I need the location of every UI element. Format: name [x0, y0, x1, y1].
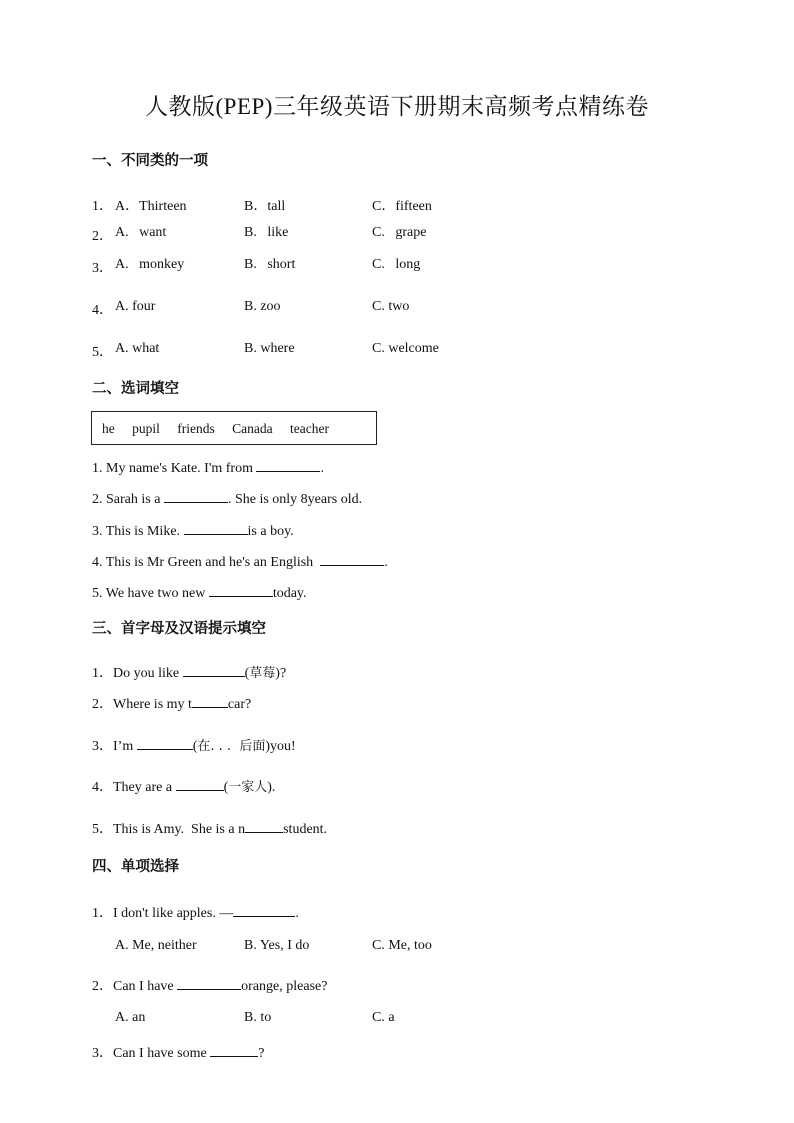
option-a[interactable]: A. an — [115, 1010, 146, 1025]
question-2-5: 5. We have two new today. — [92, 586, 307, 601]
question-2-4: 4. This is Mr Green and he's an English . — [92, 555, 388, 570]
chinese-hint: 在. . . 后面 — [197, 739, 266, 754]
option-a: A．Thirteen — [115, 199, 187, 214]
section-heading-1: 一、不同类的一项 — [92, 153, 208, 169]
answer-blank[interactable] — [177, 977, 241, 990]
question-number: 4． — [92, 303, 113, 318]
question-4-3: 3．Can I have some ? — [92, 1046, 265, 1061]
question-4-2: 2．Can I have orange, please? — [92, 979, 328, 994]
word-bank-item: he — [102, 421, 115, 436]
option-b[interactable]: B. to — [244, 1010, 272, 1025]
question-2-3: 3. This is Mike. is a boy. — [92, 524, 294, 539]
option-b: B．tall — [244, 199, 286, 214]
section-heading-3: 三、首字母及汉语提示填空 — [92, 621, 266, 637]
word-bank-item: Canada — [232, 421, 273, 436]
option-b: B. where — [244, 341, 295, 356]
answer-blank[interactable] — [209, 584, 273, 597]
option-c[interactable]: C. a — [372, 1010, 395, 1025]
answer-blank[interactable] — [210, 1044, 258, 1057]
answer-blank[interactable] — [256, 459, 320, 472]
option-a: A. what — [115, 341, 160, 356]
option-c: C. two — [372, 299, 410, 314]
question-3-3: 3．I’m (在. . . 后面)you! — [92, 739, 296, 754]
word-bank-item: teacher — [290, 421, 329, 436]
option-c: C. welcome — [372, 341, 439, 356]
chinese-hint: 一家人 — [228, 780, 268, 795]
question-number: 2． — [92, 229, 113, 244]
question-number: 3． — [92, 261, 113, 276]
answer-blank[interactable] — [233, 904, 295, 917]
option-b: B. like — [244, 225, 289, 240]
page-title: 人教版(PEP)三年级英语下册期末高频考点精练卷 — [145, 94, 649, 119]
option-a: A. monkey — [115, 257, 185, 272]
option-a: A. four — [115, 299, 156, 314]
answer-blank[interactable] — [137, 737, 193, 750]
answer-blank[interactable] — [320, 553, 384, 566]
question-4-1: 1．I don't like apples. — . — [92, 906, 299, 921]
word-bank-item: friends — [177, 421, 215, 436]
answer-blank[interactable] — [164, 490, 228, 503]
option-c: C. grape — [372, 225, 427, 240]
option-a[interactable]: A. Me, neither — [115, 938, 197, 953]
answer-blank[interactable] — [192, 695, 228, 708]
option-b[interactable]: B. Yes, I do — [244, 938, 310, 953]
section-heading-4: 四、单项选择 — [92, 859, 179, 875]
option-a: A. want — [115, 225, 167, 240]
question-3-2: 2．Where is my t car? — [92, 697, 252, 712]
option-c[interactable]: C. Me, too — [372, 938, 432, 953]
word-bank — [91, 411, 377, 445]
answer-blank[interactable] — [183, 664, 245, 677]
section-heading-2: 二、选词填空 — [92, 381, 179, 397]
question-3-4: 4．They are a (一家人). — [92, 780, 276, 795]
option-b: B. zoo — [244, 299, 281, 314]
option-b: B. short — [244, 257, 296, 272]
option-c: C. long — [372, 257, 421, 272]
question-2-2: 2. Sarah is a . She is only 8years old. — [92, 492, 363, 507]
answer-blank[interactable] — [245, 820, 283, 833]
answer-blank[interactable] — [176, 778, 224, 791]
question-3-1: 1．Do you like (草莓)? — [92, 666, 287, 681]
question-number: 5． — [92, 345, 113, 360]
answer-blank[interactable] — [184, 522, 248, 535]
option-c: C．fifteen — [372, 199, 432, 214]
question-2-1: 1. My name's Kate. I'm from . — [92, 461, 324, 476]
chinese-hint: 草莓 — [249, 666, 276, 681]
question-3-5: 5．This is Amy. She is a n student. — [92, 822, 328, 837]
question-number: 1． — [92, 199, 113, 214]
word-bank-item: pupil — [132, 421, 160, 436]
